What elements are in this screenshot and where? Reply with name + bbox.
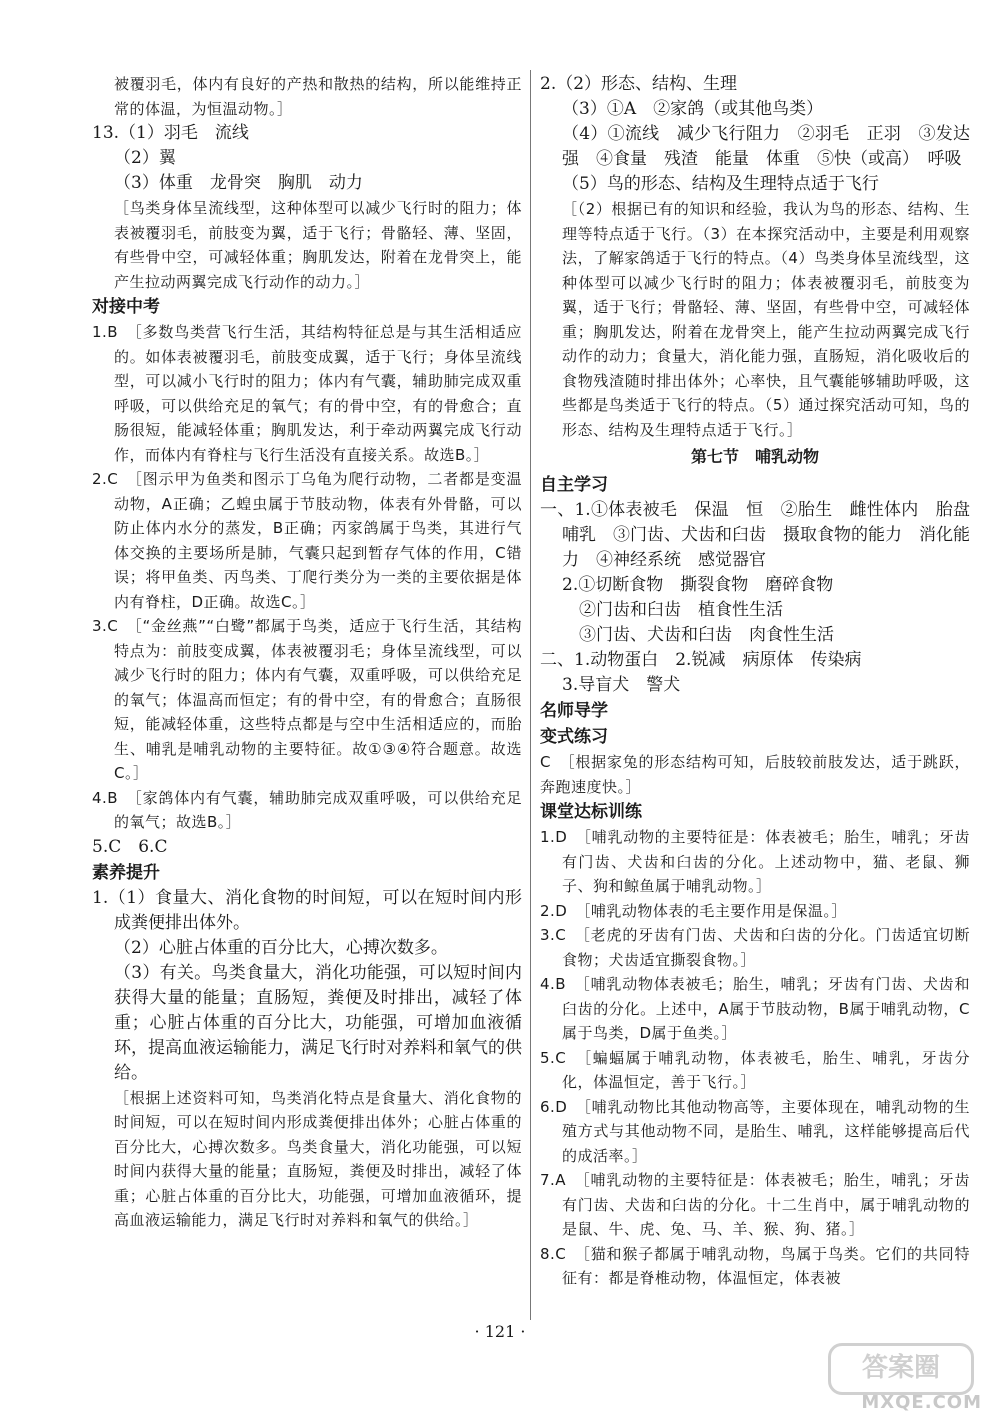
text-line: 1.D ［哺乳动物的主要特征是：体表被毛；胎生，哺乳；牙齿有门齿、犬齿和臼齿的分化。上述动物中，猫、老鼠、狮子、狗和鲸鱼属于哺乳动物。］ [540, 828, 970, 895]
text-line: 4.B ［家鸽体内有气囊，辅助肺完成双重呼吸，可以供给充足的氧气；故选B。］ [92, 788, 522, 831]
text-line: （2）翼 [114, 148, 176, 168]
text-line: （2）心脏占体重的百分比大，心搏次数多。 [114, 937, 448, 958]
text-line: 13.（1）羽毛 流线 [92, 123, 249, 143]
section-heading: 名师导学 [540, 701, 608, 721]
text-line: 1.（1）食量大、消化食物的时间短，可以在短时间内形成粪便排出体外。 [92, 887, 522, 933]
text-line: 3.C ［老虎的牙齿有门齿、犬齿和臼齿的分化。门齿适宜切断食物；犬齿适宜撕裂食物。］ [540, 926, 970, 969]
text-line: 2.①切断食物 撕裂食物 磨碎食物 [562, 575, 834, 595]
text-line: （5）鸟的形态、结构及生理特点适于飞行 [562, 174, 879, 194]
text-line: ③门齿、犬齿和臼齿 肉食性生活 [562, 625, 834, 645]
section-heading: 变式练习 [540, 727, 608, 747]
text-line: 2.C ［图示甲为鱼类和图示丁乌龟为爬行动物，二者都是变温动物，A正确；乙蝗虫属于节肢动物，体表有外骨骼，可以防止体内水分的蒸发，B正确；丙家鸽属于鸟类，其进行气体交换的主要场所是肺，气囊只起到暂存气体的作用，C错误；将甲鱼类、丙鸟类、丁爬行类分为一类的主要依据是体内有脊柱，D正确。故选C。］ [92, 470, 522, 611]
left-column [92, 72, 522, 1233]
text-line: 8.C ［猫和猴子都属于哺乳动物，鸟属于鸟类。它们的共同特征有：都是脊椎动物，体温恒定，体表被 [540, 1244, 970, 1287]
watermark-logo [832, 1343, 982, 1413]
text-line: （3）①A ②家鸽（或其他鸟类） [562, 99, 824, 119]
text-line: 5.C ［蝙蝠属于哺乳动物，体表被毛，胎生、哺乳，牙齿分化，体温恒定，善于飞行。］ [540, 1048, 970, 1091]
column-divider [530, 70, 531, 1320]
text-line: 3.C ［“金丝燕”“白鹭”都属于鸟类，适应于飞行生活，其结构特点为：前肢变成翼，体表被覆羽毛；身体呈流线型，可以减少飞行时的阻力；体内有气囊，双重呼吸，可以供给充足的氧气；体温高而恒定；有的骨中空，有的骨愈合；直肠很短，能减轻体重，这些特点都是与空中生活相适应的，而胎生、哺乳是哺乳动物的主要特征。故①③④符合题意。故选C。］ [92, 617, 522, 782]
text-line: 6.D ［哺乳动物比其他动物高等，主要体现在，哺乳动物的生殖方式与其他动物不同，是胎生、哺乳，这样能够提高后代的成活率。］ [540, 1097, 970, 1165]
text-line: （4）①流线 减少飞行阻力 ②羽毛 正羽 ③发达 强 ④食量 残渣 能量 体重 ⑤快（或高） 呼吸 [562, 124, 987, 169]
watermark-url: MXQE.COM [861, 1392, 982, 1413]
text-line: C ［根据家兔的形态结构可知，后肢较前肢发达，适于跳跃，奔跑速度快。］ [540, 753, 970, 796]
page-number: · 121 · [474, 1322, 526, 1341]
text-line: ②门齿和臼齿 植食性生活 [562, 600, 783, 620]
text-line: 5.C 6.C [92, 836, 168, 857]
section-heading: 素养提升 [92, 862, 160, 883]
text-line: ［（2）根据已有的知识和经验，我认为鸟的形态、结构、生理等特点适于飞行。（3）在本探究活动中，主要是利用观察法，了解家鸽适于飞行的特点。（4）鸟类身体呈流线型，这种体型可以减少飞行时的阻力；体表被覆羽毛，前肢变为翼，适于飞行；骨骼轻、薄、坚固，有些骨中空，可减轻体重；胸肌发达，附着在龙骨突上，能产生拉动两翼完成飞行动作的动力；食量大，消化能力强，直肠短，消化吸收后的食物残渣随时排出体外；心率快，且气囊能够辅助呼吸，这些都是鸟类适于飞行的特点。（5）通过探究活动可知，鸟的形态、结构及生理特点适于飞行。］ [562, 200, 970, 439]
section-heading: 对接中考 [92, 297, 160, 317]
text-line: 3.导盲犬 警犬 [562, 675, 681, 695]
text-line: ［鸟类身体呈流线型，这种体型可以减少飞行时的阻力；体表被覆羽毛，前肢变为翼，适于飞行；骨骼轻、薄、坚固，有些骨中空，可减轻体重；胸肌发达，附着在龙骨突上，能产生拉动两翼完成飞行动作的动力。］ [114, 199, 522, 291]
text-line: （3）体重 龙骨突 胸肌 动力 [114, 173, 363, 193]
text-line: 4.B ［哺乳动物体表被毛；胎生，哺乳；牙齿有门齿、犬齿和臼齿的分化。上述中，A属于节肢动物，B属于哺乳动物，C属于鸟类，D属于鱼类。］ [540, 975, 970, 1042]
text-line: 一、1.①体表被毛 保温 恒 ②胎生 雌性体内 胎盘 哺乳 ③门齿、犬齿和臼齿 摄取食物的能力 消化能力 ④神经系统 感觉器官 [540, 500, 987, 570]
text-line: （3）有关。鸟类食量大，消化功能强，可以短时间内获得大量的能量；直肠短，粪便及时排出，减轻了体重；心脏占体重的百分比大，功能强，可增加血液循环，提高血液运输能力，满足飞行时对养料和氧气的供给。 [114, 962, 522, 1083]
chapter-title: 第七节 哺乳动物 [690, 447, 819, 466]
text-line: ［根据上述资料可知，鸟类消化特点是食量大、消化食物的时间短，可以在短时间内形成粪便排出体外；心脏占体重的百分比大，心搏次数多。鸟类食量大，消化功能强，可以短时间内获得大量的能量；直肠短，粪便及时排出，减轻了体重；心脏占体重的百分比大，功能强，可增加血液循环，提高血液运输能力，满足飞行时对养料和氧气的供给。］ [114, 1088, 522, 1229]
watermark-badge: 答案圈 [828, 1343, 974, 1395]
text-line: 被覆羽毛，体内有良好的产热和散热的结构，所以能维持正常的体温，为恒温动物。］ [114, 75, 522, 118]
section-heading: 课堂达标训练 [540, 802, 642, 822]
right-column [540, 72, 987, 1291]
text-line: 二、1.动物蛋白 2.锐减 病原体 传染病 [540, 650, 862, 670]
text-line: 2.（2）形态、结构、生理 [540, 74, 738, 94]
section-heading: 自主学习 [540, 475, 608, 495]
text-line: 1.B ［多数鸟类营飞行生活，其结构特征总是与其生活相适应的。如体表被覆羽毛，前肢变成翼，适于飞行；身体呈流线型，可以减小飞行时的阻力；体内有气囊，辅助肺完成双重呼吸，可以供给充足的氧气；有的骨中空，有的骨愈合；直肠很短，能减轻体重；胸肌发达，利于牵动两翼完成飞行动作，而体内有脊柱与飞行生活没有直接关系。故选B。］ [92, 323, 522, 464]
text-line: 2.D ［哺乳动物体表的毛主要作用是保温。］ [540, 901, 847, 920]
text-line: 7.A ［哺乳动物的主要特征是：体表被毛；胎生，哺乳；牙齿有门齿、犬齿和臼齿的分化。十二生肖中，属于哺乳动物的是鼠、牛、虎、兔、马、羊、猴、狗、猪。］ [540, 1171, 970, 1238]
